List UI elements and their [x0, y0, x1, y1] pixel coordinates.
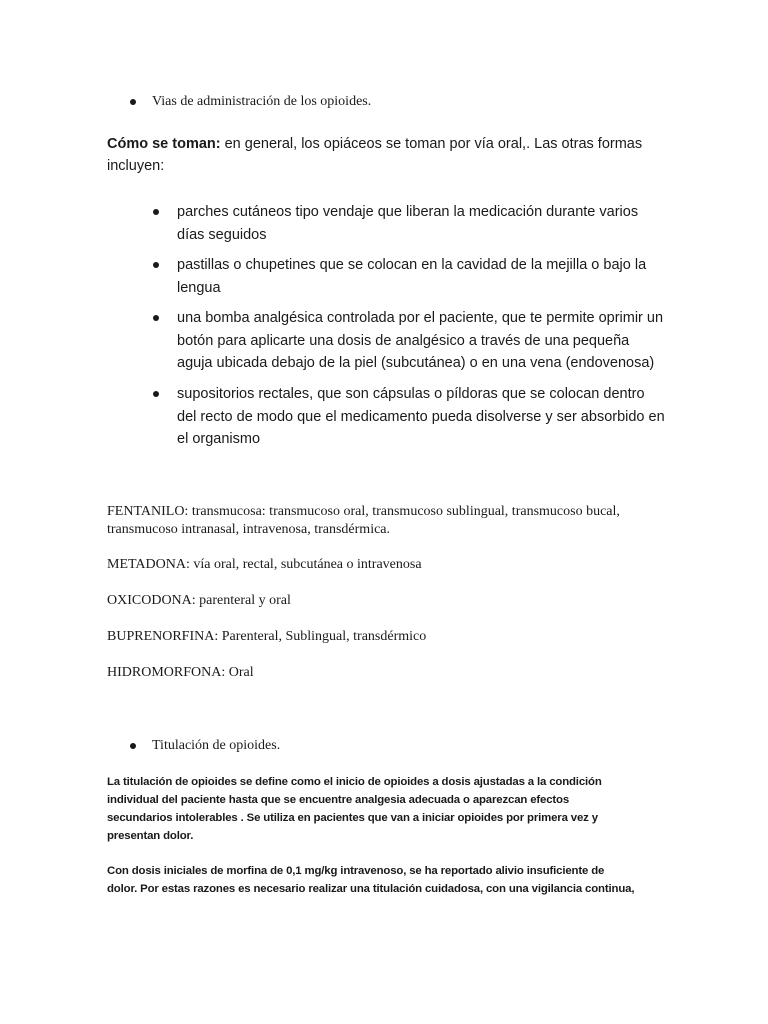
section-heading-administration	[130, 93, 371, 111]
list-item	[153, 201, 673, 246]
bullet-icon	[153, 209, 159, 215]
section-heading-text: Vias de administración de los opioides.	[152, 94, 372, 109]
como-se-toman-label: Cómo se toman:	[107, 136, 221, 152]
bullet-icon	[130, 743, 136, 749]
list-item-text: parches cutáneos tipo vendaje que liberan la medicación durante varios días seguidos	[177, 204, 639, 243]
drug-fentanilo: FENTANILO: transmucosa: transmucoso oral, transmucoso sublingual, transmucoso bucal, transmucoso intranasal, intravenosa, transdérmica.	[107, 504, 620, 537]
como-se-toman-text: en general, los opiáceos se toman por vía oral,. Las otras formas incluyen:	[107, 136, 643, 174]
bullet-icon	[153, 262, 159, 268]
drug-buprenorfina: BUPRENORFINA: Parenteral, Sublingual, transdérmico	[107, 629, 427, 644]
titulacion-definition-paragraph: La titulación de opioides se define como el inicio de opioides a dosis ajustadas a la condición individual del paciente hasta que se encuentre analgesia adecuada o aparezcan efectos secundarios intolerables . Se utiliza en pacientes que van a iniciar opioides por primera vez y presentan dolor.	[107, 776, 602, 842]
list-item	[153, 383, 673, 451]
bullet-icon	[153, 391, 159, 397]
bullet-icon	[153, 315, 159, 321]
bullet-icon	[130, 99, 136, 105]
section-heading-titulacion	[130, 737, 280, 755]
titulacion-dosis-paragraph: Con dosis iniciales de morfina de 0,1 mg/kg intravenoso, se ha reportado alivio insuficiente de dolor. Por estas razones es necesario realizar una titulación cuidadosa, con una vigilancia continua,	[107, 865, 635, 895]
list-item	[153, 307, 673, 375]
como-se-toman-paragraph	[107, 133, 667, 177]
list-item-text: supositorios rectales, que son cápsulas o píldoras que se colocan dentro del recto de modo que el medicamento pueda disolverse y ser absorbido en el organismo	[177, 386, 665, 447]
drug-oxicodona: OXICODONA: parenteral y oral	[107, 593, 291, 608]
section-heading-text: Titulación de opioides.	[152, 738, 281, 753]
list-item	[153, 254, 673, 299]
list-item-text: pastillas o chupetines que se colocan en la cavidad de la mejilla o bajo la lengua	[177, 257, 647, 296]
drug-hidromorfona: HIDROMORFONA: Oral	[107, 665, 254, 680]
list-item-text: una bomba analgésica controlada por el paciente, que te permite oprimir un botón para aplicarte una dosis de analgésico a través de una pequeña aguja ubicada debajo de la piel (subcutánea) o en una vena (endovenosa)	[177, 310, 664, 371]
drug-metadona: METADONA: vía oral, rectal, subcutánea o intravenosa	[107, 557, 422, 572]
